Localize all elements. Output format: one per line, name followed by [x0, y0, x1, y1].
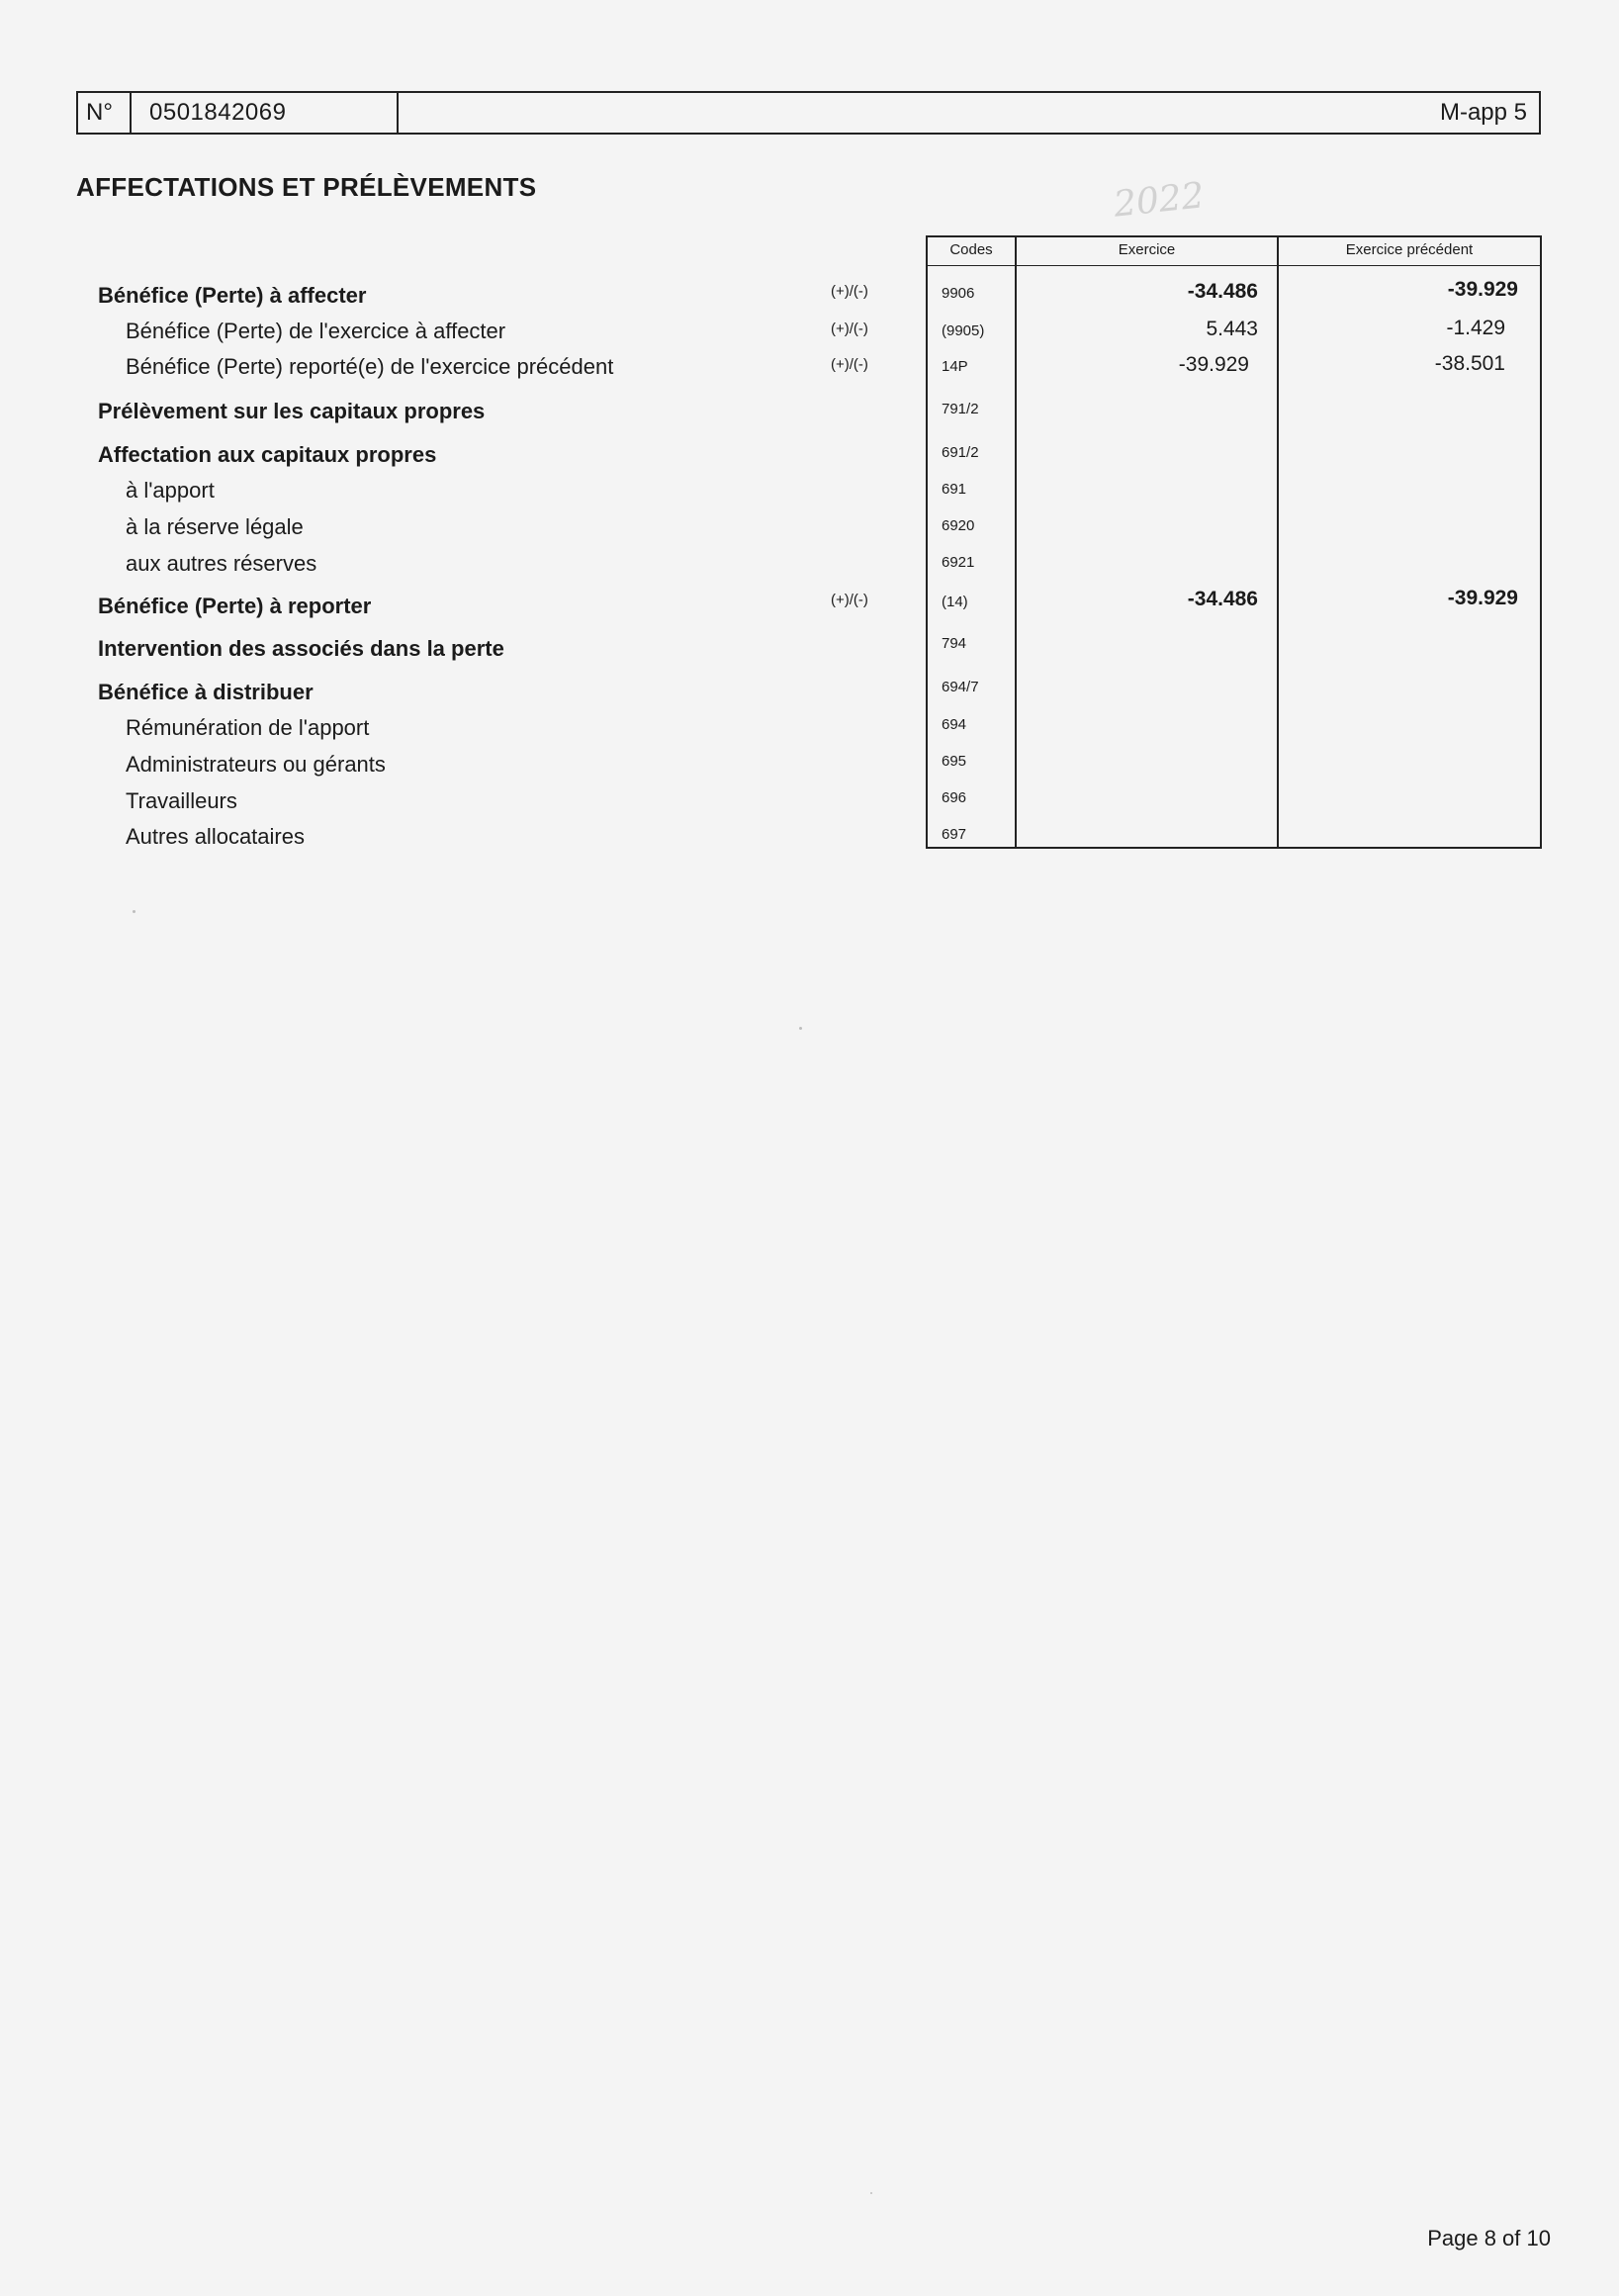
value-previous: -1.429: [1446, 317, 1505, 339]
row-label: Bénéfice (Perte) reporté(e) de l'exercice précédent: [126, 354, 614, 379]
sign-indicator: (+)/(-): [831, 283, 868, 300]
row-code: 9906: [942, 285, 975, 302]
row-label: Prélèvement sur les capitaux propres: [98, 399, 486, 423]
col-head-previous: Exercice précédent: [1345, 241, 1474, 258]
row-code: 697: [942, 826, 967, 843]
row-label: Affectation aux capitaux propres: [98, 442, 437, 467]
row-code: 695: [942, 753, 967, 770]
row-label: Bénéfice (Perte) à affecter: [98, 283, 367, 308]
row-label: Bénéfice (Perte) à reporter: [98, 594, 372, 618]
form-code: M-app 5: [1439, 99, 1527, 126]
sign-indicator: (+)/(-): [831, 592, 868, 608]
value-previous: -39.929: [1447, 587, 1518, 609]
row-code: 691/2: [942, 444, 979, 461]
row-code: 696: [942, 789, 967, 806]
sign-indicator: (+)/(-): [831, 321, 868, 337]
row-label: Bénéfice à distribuer: [98, 680, 314, 704]
row-code: 691: [942, 481, 967, 498]
company-number: 0501842069: [132, 93, 399, 133]
row-code: 694/7: [942, 679, 979, 695]
scan-speck: [799, 1027, 802, 1030]
value-exercice: -34.486: [1187, 588, 1258, 610]
value-previous: -38.501: [1434, 352, 1505, 375]
page-title: AFFECTATIONS ET PRÉLÈVEMENTS: [76, 172, 537, 202]
row-code: 6921: [942, 554, 975, 571]
row-label: Travailleurs: [126, 788, 237, 813]
row-label: Rémunération de l'apport: [126, 715, 370, 740]
header-divider: [928, 265, 1540, 266]
number-label: N°: [78, 93, 132, 133]
row-label: Administrateurs ou gérants: [126, 752, 386, 777]
row-label: Intervention des associés dans la perte: [98, 636, 504, 661]
row-code: (9905): [942, 322, 985, 339]
scan-speck: [133, 910, 135, 913]
column-divider: [1277, 237, 1279, 847]
header-box: [76, 91, 1541, 135]
value-exercice: 5.443: [1206, 318, 1258, 340]
row-code: 6920: [942, 517, 975, 534]
value-exercice: -34.486: [1187, 280, 1258, 303]
col-head-exercice: Exercice: [1118, 241, 1176, 258]
row-label: à la réserve légale: [126, 514, 304, 539]
row-code: 14P: [942, 358, 968, 375]
sign-indicator: (+)/(-): [831, 356, 868, 373]
allocations-table: [926, 235, 1542, 849]
row-label: aux autres réserves: [126, 551, 317, 576]
row-code: 791/2: [942, 401, 979, 417]
row-code: 694: [942, 716, 967, 733]
column-divider: [1015, 237, 1017, 847]
handwritten-year: 2022: [1112, 175, 1207, 226]
row-label: Autres allocataires: [126, 824, 305, 849]
row-label: Bénéfice (Perte) de l'exercice à affecter: [126, 319, 506, 343]
value-previous: -39.929: [1447, 278, 1518, 301]
value-exercice: -39.929: [1178, 353, 1249, 376]
row-label: à l'apport: [126, 478, 215, 503]
scan-speck: [870, 2192, 872, 2194]
page-number: Page 8 of 10: [1427, 2226, 1551, 2250]
col-head-codes: Codes: [949, 241, 993, 258]
row-code: (14): [942, 594, 968, 610]
row-code: 794: [942, 635, 967, 652]
